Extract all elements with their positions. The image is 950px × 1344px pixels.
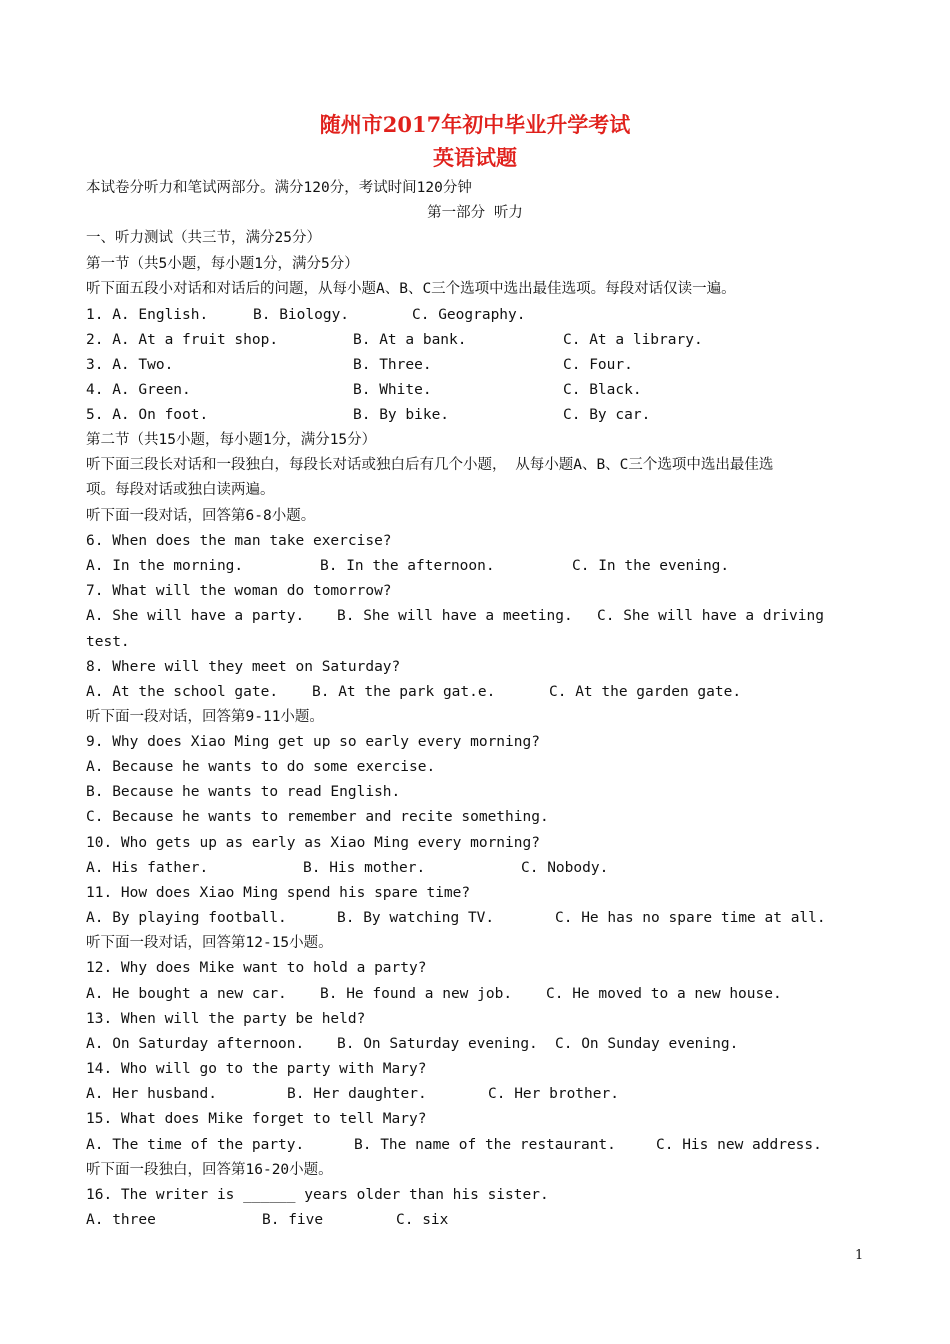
q8-option-a: A. At the school gate. (86, 684, 279, 700)
q6-option-c: C. In the evening. (572, 558, 730, 574)
sec1-instruction: 听下面五段小对话和对话后的问题，从每小题A、B、C三个选项中选出最佳选项。每段对话仅读一遍。 (86, 281, 736, 297)
q10-option-b: B. His mother. (303, 860, 426, 876)
q16-question: 16. The writer is ______ years older than his sister. (86, 1187, 549, 1203)
q11-option-a: A. By playing football. (86, 910, 287, 926)
q10-option-a: A. His father. (86, 860, 209, 876)
q4-option-a: 4. A. Green. (86, 382, 191, 398)
q11-question: 11. How does Xiao Ming spend his spare time? (86, 885, 471, 901)
q13-option-a: A. On Saturday afternoon. (86, 1036, 305, 1052)
monologue-heading: 听下面一段独白，回答第16-20小题。 (86, 1162, 333, 1178)
q9-question: 9. Why does Xiao Ming get up so early every morning? (86, 734, 540, 750)
q12-option-a: A. He bought a new car. (86, 986, 287, 1002)
q16-option-b: B. five (262, 1212, 324, 1228)
q16-option-a: A. three (86, 1212, 156, 1228)
part1-heading: 第一部分 听力 (427, 205, 523, 221)
q13-question: 13. When will the party be held? (86, 1011, 366, 1027)
q15-option-b: B. The name of the restaurant. (354, 1137, 616, 1153)
exam-title: 随州市2017年初中毕业升学考试 (319, 112, 631, 137)
q4-option-b: B. White. (353, 382, 432, 398)
q3-option-c: C. Four. (563, 357, 633, 373)
q5-option-a: 5. A. On foot. (86, 407, 209, 423)
q10-option-c: C. Nobody. (521, 860, 609, 876)
q2-option-c: C. At a library. (563, 332, 703, 348)
q15-option-a: A. The time of the party. (86, 1137, 305, 1153)
q12-question: 12. Why does Mike want to hold a party? (86, 960, 427, 976)
q8-option-b: B. At the park gat.e. (312, 684, 496, 700)
q14-option-c: C. Her brother. (488, 1086, 619, 1102)
q7-option-c-cont: test. (86, 634, 130, 650)
intro-text: 本试卷分听力和笔试两部分。满分120分，考试时间120分钟 (86, 180, 472, 196)
q6-question: 6. When does the man take exercise? (86, 533, 392, 549)
section-heading: 一、听力测试（共三节，满分25分） (86, 230, 321, 246)
dialogue1-heading: 听下面一段对话，回答第6-8小题。 (86, 508, 316, 524)
q16-option-c: C. six (396, 1212, 449, 1228)
q1-option-c: C. Geography. (412, 307, 526, 323)
q14-option-b: B. Her daughter. (287, 1086, 427, 1102)
q8-question: 8. Where will they meet on Saturday? (86, 659, 401, 675)
q7-question: 7. What will the woman do tomorrow? (86, 583, 392, 599)
page-number: 1 (855, 1248, 864, 1263)
q11-option-b: B. By watching TV. (337, 910, 495, 926)
q13-option-b: B. On Saturday evening. (337, 1036, 538, 1052)
q10-question: 10. Who gets up as early as Xiao Ming every morning? (86, 835, 540, 851)
q9-option-a: A. Because he wants to do some exercise. (86, 759, 436, 775)
q7-option-c: C. She will have a driving (597, 608, 824, 624)
sec1-heading: 第一节（共5小题，每小题1分，满分5分） (86, 256, 359, 272)
q12-option-c: C. He moved to a new house. (546, 986, 782, 1002)
q7-option-b: B. She will have a meeting. (337, 608, 573, 624)
q14-option-a: A. Her husband. (86, 1086, 217, 1102)
q2-option-a: 2. A. At a fruit shop. (86, 332, 279, 348)
q1-option-a: 1. A. English. (86, 307, 209, 323)
q4-option-c: C. Black. (563, 382, 642, 398)
sec2-instruction-line1: 听下面三段长对话和一段独白，每段长对话或独白后有几个小题， 从每小题A、B、C三个选项中选出最佳选 (86, 457, 774, 473)
dialogue3-heading: 听下面一段对话，回答第12-15小题。 (86, 935, 333, 951)
q1-option-b: B. Biology. (253, 307, 350, 323)
q8-option-c: C. At the garden gate. (549, 684, 742, 700)
exam-subtitle: 英语试题 (433, 145, 517, 170)
q15-option-c: C. His new address. (656, 1137, 822, 1153)
sec2-heading: 第二节（共15小题，每小题1分，满分15分） (86, 432, 377, 448)
q12-option-b: B. He found a new job. (320, 986, 513, 1002)
q9-option-c: C. Because he wants to remember and recite something. (86, 809, 549, 825)
sec2-instruction-line2: 项。每段对话或独白读两遍。 (86, 482, 275, 498)
q5-option-c: C. By car. (563, 407, 651, 423)
q15-question: 15. What does Mike forget to tell Mary? (86, 1111, 427, 1127)
q3-option-b: B. Three. (353, 357, 432, 373)
dialogue2-heading: 听下面一段对话，回答第9-11小题。 (86, 709, 324, 725)
q6-option-b: B. In the afternoon. (320, 558, 495, 574)
q11-option-c: C. He has no spare time at all. (555, 910, 826, 926)
q6-option-a: A. In the morning. (86, 558, 244, 574)
q13-option-c: C. On Sunday evening. (555, 1036, 739, 1052)
q9-option-b: B. Because he wants to read English. (86, 784, 401, 800)
q5-option-b: B. By bike. (353, 407, 450, 423)
q3-option-a: 3. A. Two. (86, 357, 174, 373)
q7-option-a: A. She will have a party. (86, 608, 305, 624)
q14-question: 14. Who will go to the party with Mary? (86, 1061, 427, 1077)
q2-option-b: B. At a bank. (353, 332, 467, 348)
